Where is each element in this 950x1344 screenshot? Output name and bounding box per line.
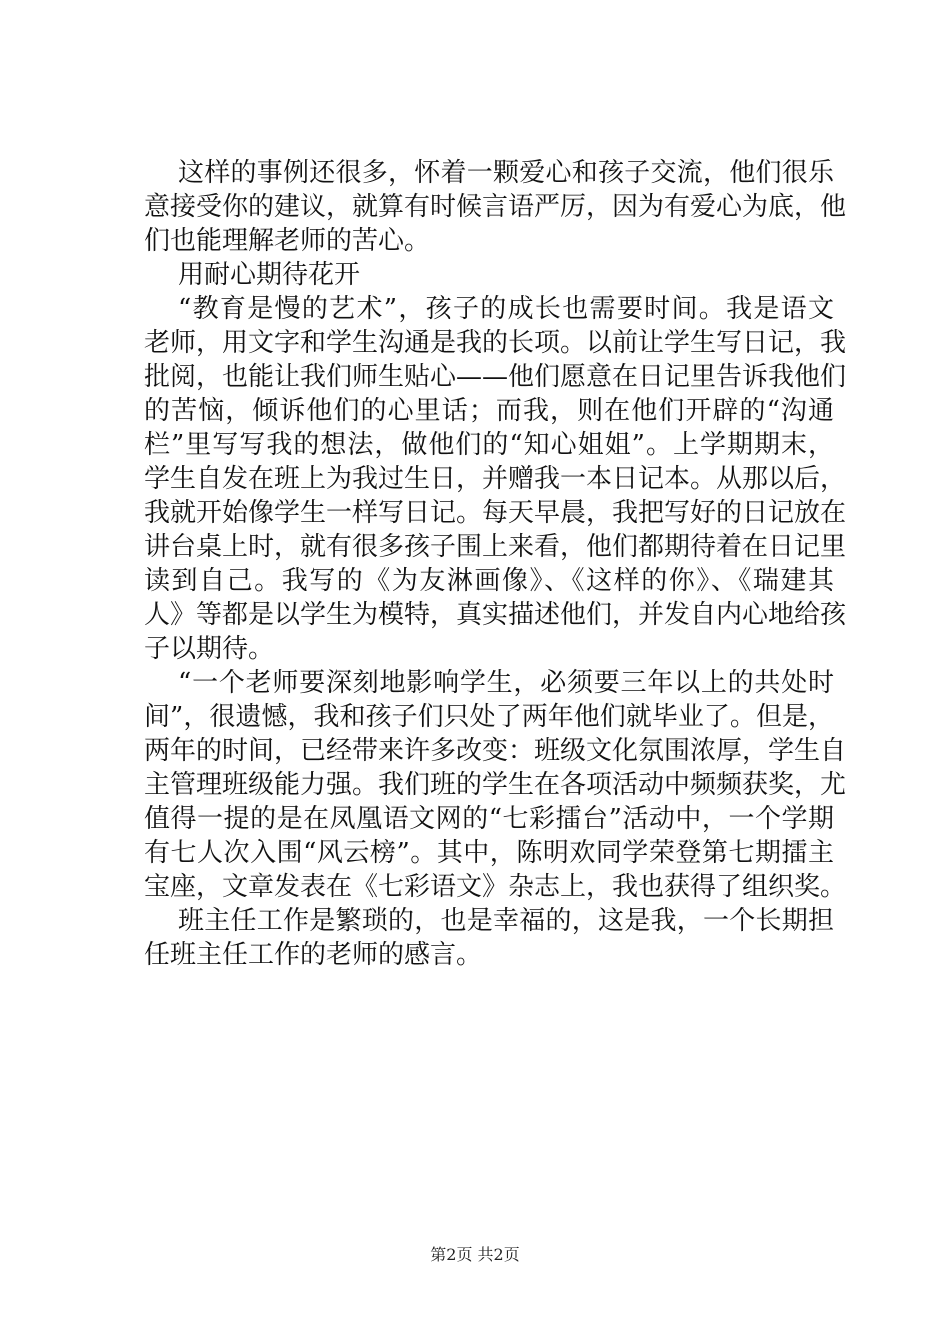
paragraph-line: “一个老师要深刻地影响学生，必须要三年以上的共处时	[178, 668, 834, 698]
paragraph-line: 人》等都是以学生为模特，真实描述他们，并发自内心地给孩	[144, 600, 847, 630]
paragraph-line: 们也能理解老师的苦心。	[144, 226, 431, 256]
paragraph-line: 意接受你的建议，就算有时候言语严厉，因为有爱心为底，他	[144, 192, 847, 222]
paragraph-line: 两年的时间，已经带来许多改变：班级文化氛围浓厚，学生自	[144, 736, 847, 766]
paragraph-line: 我就开始像学生一样写日记。每天早晨，我把写好的日记放在	[144, 498, 847, 528]
paragraph-line: 宝座，文章发表在《七彩语文》杂志上，我也获得了组织奖。	[144, 872, 847, 902]
paragraph-line: 班主任工作是繁琐的，也是幸福的，这是我，一个长期担	[178, 906, 834, 936]
page-number: 第2页 共2页	[430, 1245, 520, 1264]
paragraph-line: 栏”里写写我的想法，做他们的“知心姐姐”。上学期期末，	[144, 430, 834, 460]
paragraph-line: 任班主任工作的老师的感言。	[144, 940, 483, 970]
section-heading: 用耐心期待花开	[178, 260, 361, 290]
document-body	[144, 156, 847, 972]
paragraph-line: “教育是慢的艺术”，孩子的成长也需要时间。我是语文	[178, 294, 834, 324]
paragraph-line: 有七人次入围“风云榜”。其中，陈明欢同学荣登第七期擂主	[144, 838, 834, 868]
paragraph-line: 间”，很遗憾，我和孩子们只处了两年他们就毕业了。但是，	[144, 702, 834, 732]
paragraph-line: 讲台桌上时，就有很多孩子围上来看，他们都期待着在日记里	[144, 532, 847, 562]
paragraph-line: 这样的事例还很多，怀着一颗爱心和孩子交流，他们很乐	[178, 158, 834, 188]
paragraph-line: 主管理班级能力强。我们班的学生在各项活动中频频获奖，尤	[144, 770, 847, 800]
paragraph-line: 读到自己。我写的《为友淋画像》、《这样的你》、《瑞建其	[144, 566, 834, 596]
paragraph-line: 批阅，也能让我们师生贴心——他们愿意在日记里告诉我他们	[144, 362, 847, 392]
paragraph-line: 学生自发在班上为我过生日，并赠我一本日记本。从那以后，	[144, 464, 847, 494]
paragraph-line: 老师，用文字和学生沟通是我的长项。以前让学生写日记，我	[144, 328, 847, 358]
paragraph-line: 值得一提的是在凤凰语文网的“七彩擂台”活动中，一个学期	[144, 804, 834, 834]
paragraph-line: 子以期待。	[144, 634, 275, 664]
paragraph-line: 的苦恼，倾诉他们的心里话；而我，则在他们开辟的“沟通	[144, 396, 834, 426]
